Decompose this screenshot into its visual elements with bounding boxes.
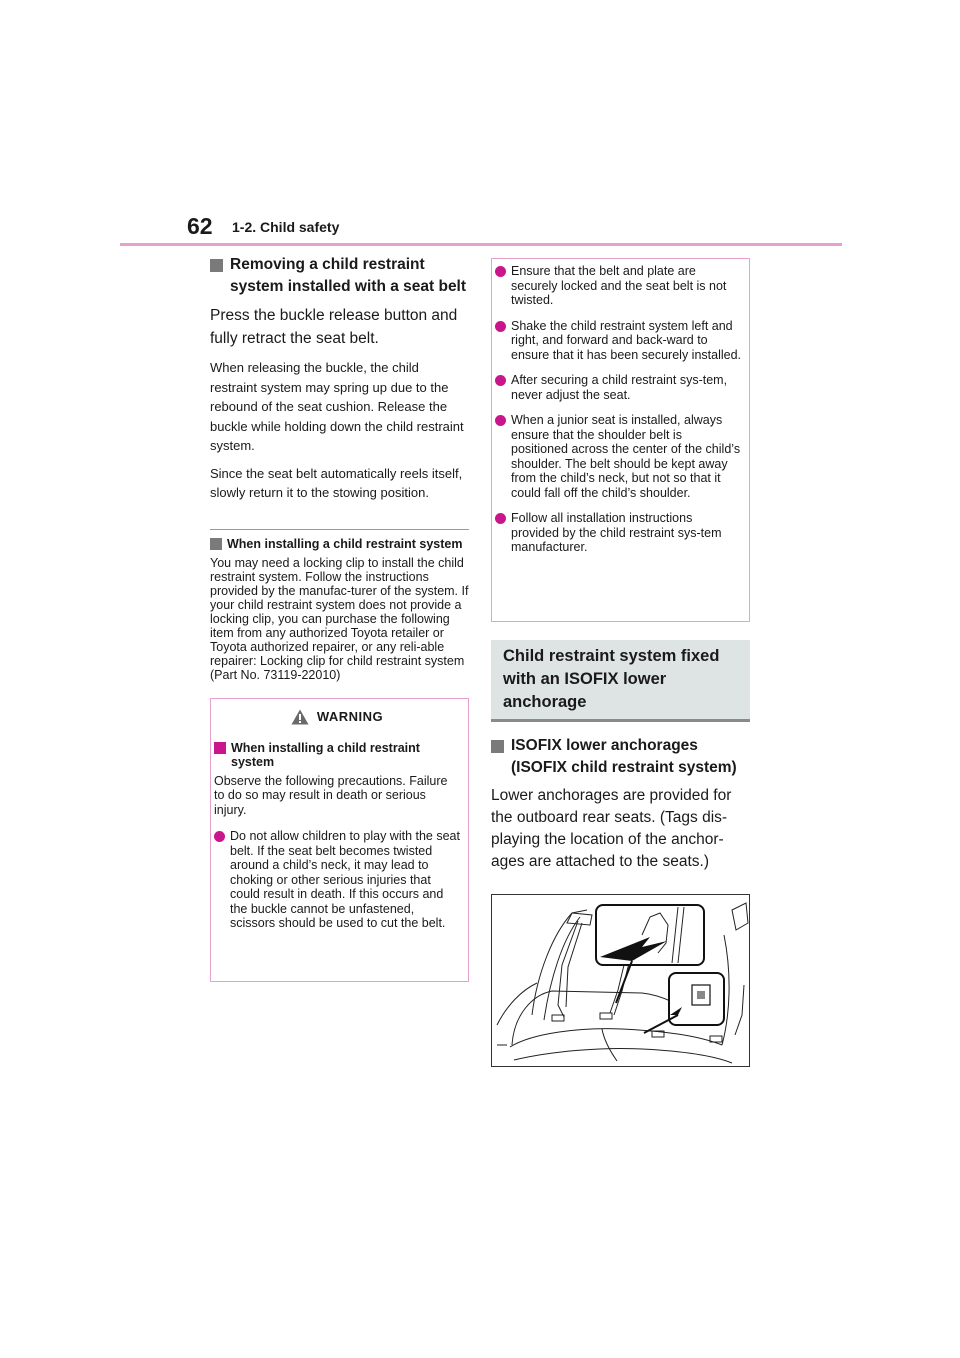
square-bullet-icon	[210, 538, 222, 550]
removing-lead: Press the buckle release button and fully retract the seat belt.	[210, 307, 458, 347]
bullet-dot-icon	[495, 513, 506, 524]
warning-continued-box	[491, 258, 750, 622]
bullet-dot-icon	[495, 321, 506, 332]
right-column	[491, 258, 750, 1067]
removing-heading-text: Removing a child restraint system installed with a seat belt	[230, 256, 467, 295]
installing-heading	[210, 537, 469, 551]
warning-tip	[495, 373, 741, 402]
warning-tip	[495, 264, 741, 308]
removing-heading	[210, 254, 469, 298]
warning-tip	[495, 319, 741, 363]
isofix-lead: Lower anchorages are provided for the outboard rear seats. (Tags dis-playing the location of the anchor-ages are attached to the seats.)	[491, 787, 732, 870]
installing-body-text: You may need a locking clip to install the child restraint system. Follow the instructions provided by the manufac-turer of the system. If your child restraint system does not provide a locking clip, you can purchase the following item from any authorized Toyota retailer or Toyota authorized repairer, or any reli-able repairer: Locking clip for child restraint system	[210, 555, 469, 668]
isofix-heading-text: ISOFIX lower anchorages (ISOFIX child restraint system)	[511, 737, 737, 776]
bullet-dot-icon	[495, 266, 506, 277]
isofix-illustration	[491, 894, 750, 1067]
divider	[210, 529, 469, 530]
isofix-section-banner: Child restraint system fixed with an ISOFIX lower anchorage	[491, 640, 750, 722]
warning-subheading-text: When installing a child restraint system	[231, 740, 420, 769]
section-title: 1-2. Child safety	[232, 219, 340, 235]
bullet-dot-icon	[495, 415, 506, 426]
page-number: 62	[187, 213, 213, 239]
warning-tip-text: Ensure that the belt and plate are securely locked and the seat belt is not twisted.	[511, 264, 727, 307]
header-rule	[120, 243, 842, 246]
callout-tag	[644, 973, 724, 1033]
square-bullet-icon	[214, 742, 226, 754]
warning-tip-text: After securing a child restraint sys-tem, never adjust the seat.	[511, 373, 728, 402]
warning-intro: Observe the following precautions. Failure to do so may result in death or serious injury.	[214, 773, 448, 817]
warning-tip	[495, 413, 741, 500]
removing-paragraph-1: When releasing the buckle, the child restraint system may spring up due to the rebound of the seat cushion. Release the buckle while holding down the child restraint system.	[210, 360, 464, 453]
removing-paragraph-2: Since the seat belt automatically reels itself, slowly return it to the stowing position.	[210, 465, 463, 500]
warning-title: WARNING	[316, 709, 384, 724]
warning-tip-text: Follow all installation instructions provided by the child restraint sys-tem manufacturer.	[511, 511, 722, 554]
warning-header	[214, 709, 460, 725]
warning-triangle-icon	[291, 709, 309, 725]
left-column	[210, 254, 469, 982]
warning-subheading	[214, 741, 460, 769]
warning-box	[210, 698, 469, 982]
square-bullet-icon	[491, 740, 504, 753]
square-bullet-icon	[210, 259, 223, 272]
bullet-dot-icon	[495, 375, 506, 386]
installing-body	[210, 556, 469, 682]
warning-tip-text: Shake the child restraint system left and right, and forward and back-ward to ensure that it has been securely installed.	[511, 318, 741, 362]
bullet-dot-icon	[214, 831, 225, 842]
warning-bullet	[214, 829, 460, 931]
part-number: (Part No. 73119-22010)	[210, 667, 341, 682]
installing-heading-text: When installing a child restraint system	[227, 536, 463, 551]
rear-seat-illustration	[492, 895, 750, 1067]
warning-bullet-text: Do not allow children to play with the seat belt. If the seat belt becomes twisted around a child’s neck, it may lead to choking or other serious injuries that could result in death. If this occurs and the buckle cannot be unfastened, scissors should be used to cut the belt.	[230, 829, 460, 930]
isofix-heading	[491, 735, 750, 779]
warning-tip	[495, 511, 741, 555]
warning-tip-text: When a junior seat is installed, always ensure that the shoulder belt is positioned across the center of the child’s shoulder. The belt should be kept away from the child’s neck, but not so that it could fall off the child’s shoulder.	[511, 413, 741, 500]
